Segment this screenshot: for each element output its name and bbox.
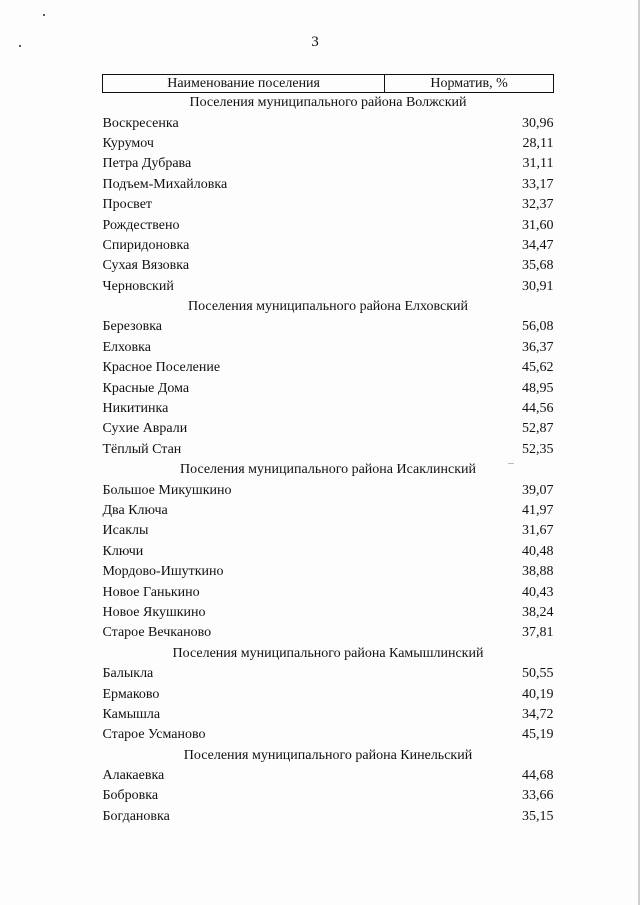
- norm-value: 34,47: [522, 237, 554, 253]
- norm-value: 38,24: [522, 604, 554, 620]
- table-row: [103, 134, 554, 154]
- table-row: [103, 195, 554, 215]
- district-row: [103, 297, 554, 317]
- norm-value: 33,66: [522, 788, 554, 804]
- settlement-name: Воскресенка: [102, 115, 179, 131]
- norm-value: 35,68: [522, 258, 554, 274]
- settlement-name: Камышла: [102, 706, 161, 722]
- settlement-name: Исаклы: [102, 523, 149, 539]
- norm-value: 50,55: [522, 666, 554, 682]
- settlement-name: Алакаевка: [102, 768, 165, 784]
- norm-value: 40,19: [522, 686, 554, 702]
- norm-value: 34,72: [522, 706, 554, 722]
- settlement-name: Ключи: [102, 543, 144, 559]
- table-row: [103, 358, 554, 378]
- table-row: [103, 603, 554, 623]
- table-row: [103, 786, 554, 806]
- table-row: [103, 562, 554, 582]
- settlement-name: Новое Якушкино: [102, 604, 206, 620]
- district-title: Поселения муниципального района Камышлинский: [172, 645, 484, 661]
- settlement-name: Рождествено: [102, 217, 180, 233]
- norm-value: 36,37: [522, 339, 554, 355]
- district-title: Поселения муниципального района Елховский: [187, 299, 469, 315]
- header-settlement-name: Наименование поселения: [103, 75, 385, 93]
- table-row: [103, 480, 554, 500]
- settlement-name: Сухая Вязовка: [102, 258, 190, 274]
- table-row: [103, 542, 554, 562]
- norm-value: 40,48: [522, 543, 554, 559]
- settlement-name: Балыкла: [102, 666, 154, 682]
- district-title: Поселения муниципального района Волжский: [189, 95, 467, 111]
- table-row: [103, 175, 554, 195]
- table-row: [103, 113, 554, 133]
- settlement-name: Бобровка: [102, 788, 159, 804]
- norm-value: 37,81: [522, 625, 554, 641]
- table-header-row: [103, 75, 554, 93]
- norm-value: 56,08: [522, 319, 554, 335]
- norm-value: 52,87: [522, 421, 554, 437]
- norm-value: 33,17: [522, 176, 554, 192]
- page-number: 3: [311, 34, 319, 50]
- norm-value: 28,11: [522, 135, 554, 151]
- table-row: [103, 277, 554, 297]
- settlement-name: Два Ключа: [102, 503, 168, 518]
- norms-table: [102, 74, 554, 827]
- table-row: [103, 399, 554, 419]
- header-norm-percent: Норматив, %: [385, 75, 554, 93]
- table-row: [103, 521, 554, 541]
- table-row: [103, 256, 554, 276]
- settlement-name: Большое Микушкино: [102, 482, 232, 498]
- table-row: [103, 582, 554, 602]
- table-row: [103, 664, 554, 684]
- table-row: [103, 623, 554, 643]
- settlement-name: Березовка: [102, 319, 162, 335]
- table-row: [103, 684, 554, 704]
- norm-value: 32,37: [522, 197, 554, 213]
- norm-value: 41,97: [522, 503, 554, 518]
- settlement-name: Старое Вечканово: [102, 625, 212, 641]
- table-row: [103, 807, 554, 827]
- table-row: [103, 378, 554, 398]
- settlement-name: Мордово-Ишуткино: [102, 564, 224, 580]
- district-row: [103, 93, 554, 114]
- settlement-name: Подъем-Михайловка: [102, 176, 228, 192]
- norm-value: 31,67: [522, 523, 554, 539]
- district-title: Поселения муниципального района Исаклинский: [180, 462, 476, 478]
- norm-value: 40,43: [522, 584, 554, 600]
- settlement-name: Красные Дома: [102, 380, 190, 396]
- table-row: [103, 440, 554, 460]
- norm-value: 31,60: [522, 217, 554, 233]
- norm-value: 35,15: [522, 808, 554, 824]
- norm-value: 30,91: [522, 278, 554, 294]
- norm-value: 31,11: [522, 156, 554, 172]
- settlement-name: Тёплый Стан: [102, 441, 182, 457]
- norm-value: 52,35: [522, 441, 554, 457]
- settlement-name: Просвет: [102, 197, 153, 213]
- norm-value: 44,68: [522, 768, 554, 784]
- scan-speck: [43, 14, 45, 16]
- norm-value: 30,96: [522, 115, 554, 131]
- table-row: [103, 766, 554, 786]
- table-row: [103, 154, 554, 174]
- table-row: [103, 705, 554, 725]
- table-row: [103, 215, 554, 235]
- district-title: Поселения муниципального района Кинельский: [183, 747, 473, 763]
- norm-value: 44,56: [522, 401, 554, 417]
- settlement-name: Черновский: [102, 278, 174, 294]
- norm-value: 38,88: [522, 564, 554, 580]
- settlement-name: Спиридоновка: [102, 237, 190, 253]
- table-row: [103, 501, 554, 521]
- settlement-name: Елховка: [102, 339, 151, 355]
- table-body: [103, 93, 554, 828]
- table-row: [103, 338, 554, 358]
- settlement-name: Богдановка: [102, 808, 170, 824]
- settlement-name: Петра Дубрава: [102, 156, 192, 172]
- district-row: [103, 644, 554, 664]
- settlement-name: Новое Ганькино: [102, 584, 200, 600]
- table-row: [103, 236, 554, 256]
- settlement-name: Сухие Аврали: [102, 421, 188, 437]
- table-row: [103, 419, 554, 439]
- norm-value: 45,62: [522, 360, 554, 376]
- settlement-name: Никитинка: [102, 401, 169, 417]
- settlement-name: Ермаково: [102, 686, 160, 702]
- norm-value: 48,95: [522, 380, 554, 396]
- norm-value: 45,19: [522, 727, 554, 743]
- settlement-name: Курумоч: [102, 135, 154, 151]
- settlement-name: Красное Поселение: [102, 360, 221, 376]
- norm-value: 39,07: [522, 482, 554, 498]
- district-row: [103, 746, 554, 766]
- table-row: [103, 317, 554, 337]
- table-row: [103, 725, 554, 745]
- district-row: [103, 460, 554, 480]
- settlement-name: Старое Усманово: [102, 727, 206, 743]
